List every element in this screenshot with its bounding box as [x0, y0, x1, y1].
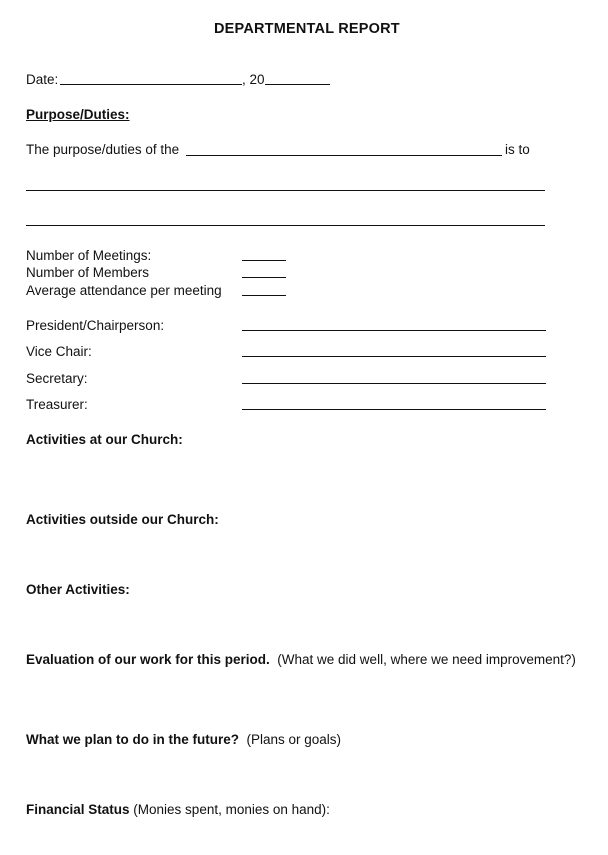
treasurer-blank[interactable] — [242, 409, 546, 410]
activities-church-heading: Activities at our Church: — [26, 432, 183, 447]
members-label: Number of Members — [26, 265, 150, 280]
page-title: DEPARTMENTAL REPORT — [214, 21, 400, 37]
date-label: Date: — [26, 72, 59, 87]
year-blank[interactable] — [265, 84, 330, 85]
evaluation-row — [26, 652, 576, 667]
meetings-blank[interactable] — [242, 260, 286, 261]
purpose-line-2[interactable] — [26, 225, 545, 226]
secretary-label: Secretary: — [26, 371, 88, 386]
future-note: (Plans or goals) — [246, 732, 342, 747]
evaluation-note: (What we did well, where we need improvement?) — [277, 652, 576, 667]
purpose-line-1[interactable] — [26, 190, 545, 191]
treasurer-label: Treasurer: — [26, 397, 88, 412]
purpose-tail: is to — [505, 142, 530, 157]
members-blank[interactable] — [242, 277, 286, 278]
other-activities-heading: Other Activities: — [26, 582, 130, 597]
meetings-label: Number of Meetings: — [26, 248, 152, 263]
future-heading: What we plan to do in the future? — [26, 732, 239, 747]
purpose-heading: Purpose/Duties: — [26, 107, 130, 122]
vice-chair-label: Vice Chair: — [26, 344, 92, 359]
purpose-lead: The purpose/duties of the — [26, 142, 180, 157]
attendance-label: Average attendance per meeting — [26, 283, 222, 298]
date-blank[interactable] — [60, 84, 242, 85]
year-prefix: , 20 — [242, 72, 265, 87]
president-blank[interactable] — [242, 330, 546, 331]
evaluation-heading: Evaluation of our work for this period. — [26, 652, 270, 667]
vice-chair-blank[interactable] — [242, 356, 546, 357]
future-row — [26, 732, 341, 747]
financial-heading: Financial Status — [26, 802, 130, 817]
financial-row — [26, 802, 330, 817]
activities-outside-heading: Activities outside our Church: — [26, 512, 219, 527]
department-blank[interactable] — [186, 155, 502, 156]
financial-note: (Monies spent, monies on hand): — [133, 802, 330, 817]
attendance-blank[interactable] — [242, 295, 286, 296]
president-label: President/Chairperson: — [26, 318, 165, 333]
secretary-blank[interactable] — [242, 383, 546, 384]
